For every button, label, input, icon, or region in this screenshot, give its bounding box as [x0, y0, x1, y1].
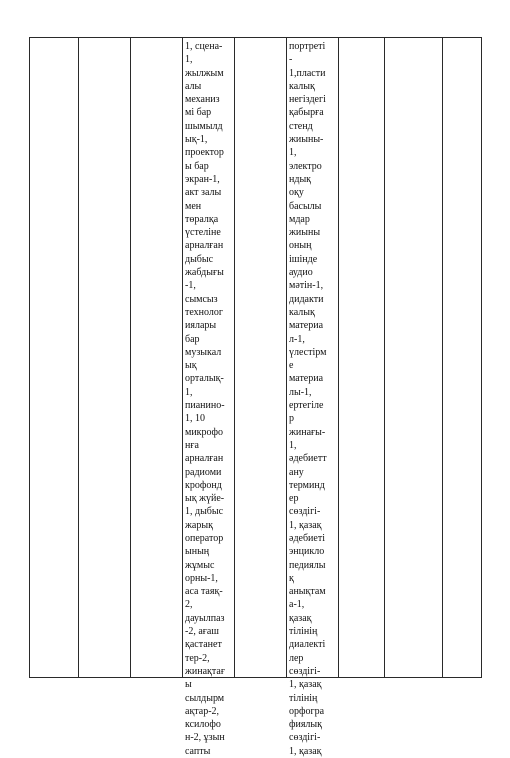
column-divider-5: [234, 37, 235, 678]
column-divider-3: [130, 37, 131, 678]
column-divider-9: [442, 37, 443, 678]
column-divider-1: [29, 37, 30, 678]
table-cell-equipment: 1, сцена- 1, жылжым алы механиз мі бар шымылд ық-1, проектор ы бар экран-1, акт залы мен төралқа үстеліне арналған дыбыс жабдығы -1, сымсыз технолог иялары бар музыкал ық орталық- 1, пианино- 1, 10 микрофо нға арналған радиоми крофонд ық жүйе- 1, дыбыс жарық оператор ының жұмыс орны-1, аса таяқ- 2, дауылпаз -2, ағаш қастанет тер-2, жинақтағ ы сылдырм ақтар-2, ксилофо н-2, ұзын сапты: [185, 41, 225, 757]
column-divider-4: [182, 37, 183, 678]
table-cell-materials: портреті - 1,пласти калық негіздегі қабырға стенд жиыны- 1, электро ндық оқу басылы мдар жиыны оның ішінде аудио мәтін-1, дидакти калық материа л-1, үлестірм е материа лы-1, ертегіле р жинағы- 1, әдебиетт ану терминд ер сөздігі- 1, қазақ әдебиеті энцикло педиялы қ анықтам а-1, қазақ тілінің диалектi лер сөздігі- 1, қазақ тілінің орфогра фиялық сөздігі- 1, қазақ: [289, 41, 327, 757]
column-divider-2: [78, 37, 79, 678]
column-divider-8: [384, 37, 385, 678]
table-border-bottom: [29, 677, 482, 678]
column-divider-7: [338, 37, 339, 678]
column-divider-10: [481, 37, 482, 678]
column-divider-6: [286, 37, 287, 678]
table-border-top: [29, 37, 482, 38]
